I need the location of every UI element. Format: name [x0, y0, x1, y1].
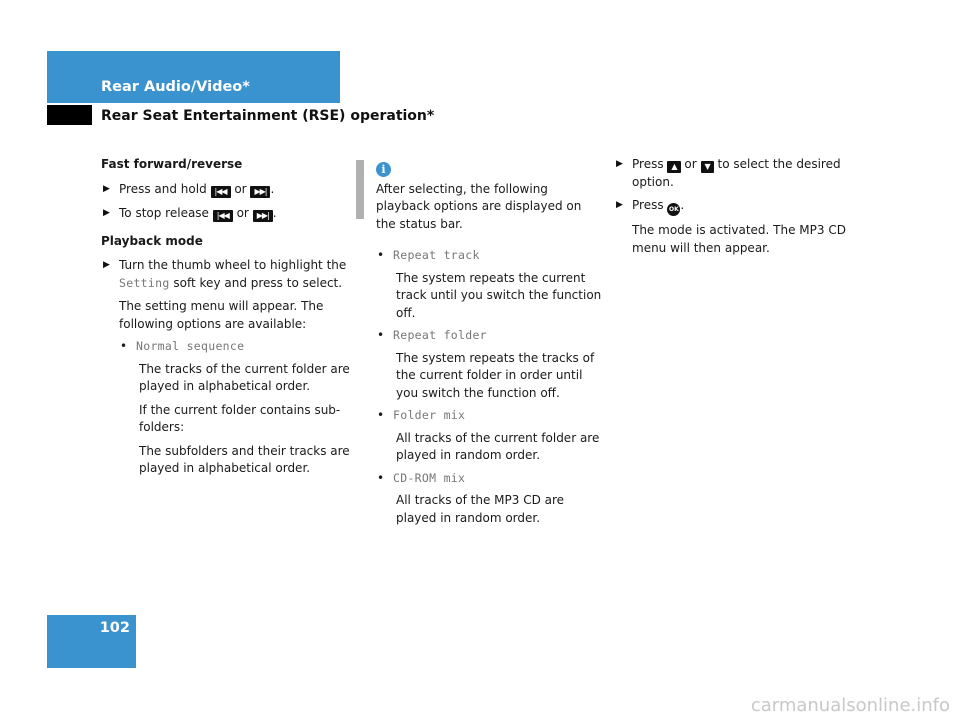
repeat-folder-desc: The system repeats the tracks of the current folder in order until you switch the function off.	[396, 350, 595, 400]
page-number-block	[47, 615, 136, 668]
pm-heading: Playback mode	[101, 233, 203, 248]
column-middle	[376, 161, 604, 527]
cdrom-mix-desc: All tracks of the MP3 CD are played in random order.	[396, 493, 565, 525]
ff-step-1: ▶ Press and hold |◀◀ or ▶▶| .	[101, 181, 351, 199]
info-text: After selecting, the following playback options are displayed on the status bar.	[376, 181, 582, 231]
pm-step-1: ▶ Turn the thumb wheel to highlight the Setting soft key and press to select.	[101, 257, 351, 292]
option-repeat-track: • Repeat track	[376, 247, 604, 265]
option-normal-sequence: • Normal sequence	[119, 338, 351, 356]
header-band	[47, 51, 340, 103]
column-left	[101, 156, 351, 478]
skip-forward-icon: ▶▶|	[250, 186, 270, 198]
ok-icon: OK	[667, 203, 680, 216]
down-arrow-icon: ▼	[701, 161, 714, 173]
normal-desc-3: The subfolders and their tracks are played in alphabetical order.	[139, 443, 350, 475]
info-icon: i	[376, 162, 391, 177]
page-number: 102	[99, 620, 130, 636]
page-subtitle: Rear Seat Entertainment (RSE) operation*	[101, 108, 435, 124]
info-side-bar	[356, 160, 364, 219]
skip-back-icon: |◀◀	[213, 210, 233, 222]
section-title: Rear Audio/Video*	[101, 79, 250, 95]
watermark: carmanualsonline.info	[750, 695, 950, 716]
column-right	[614, 156, 852, 257]
subtitle-marker	[47, 105, 92, 125]
skip-forward-icon: ▶▶|	[253, 210, 273, 222]
ff-heading: Fast forward/reverse	[101, 157, 243, 171]
option-repeat-folder: • Repeat folder	[376, 327, 604, 345]
pm-menu-text: The setting menu will appear. The following options are available:	[119, 299, 324, 331]
step-select-option: ▶ Press ▲ or ▼ to select the desired option.	[614, 156, 852, 191]
option-cdrom-mix: • CD-ROM mix	[376, 470, 604, 488]
step-press-ok: ▶ Press OK .	[614, 197, 852, 216]
skip-back-icon: |◀◀	[211, 186, 231, 198]
normal-desc-1: The tracks of the current folder are played in alphabetical order.	[139, 361, 350, 393]
repeat-track-desc: The system repeats the current track until you switch the function off.	[396, 270, 602, 320]
ff-step-2: ▶ To stop release |◀◀ or ▶▶| .	[101, 205, 351, 223]
normal-desc-2: If the current folder contains sub-folders:	[139, 402, 341, 434]
up-arrow-icon: ▲	[667, 161, 680, 173]
folder-mix-desc: All tracks of the current folder are played in random order.	[396, 430, 600, 462]
option-folder-mix: • Folder mix	[376, 407, 604, 425]
setting-softkey-label: Setting	[119, 275, 170, 290]
activated-text: The mode is activated. The MP3 CD menu will then appear.	[632, 223, 846, 255]
